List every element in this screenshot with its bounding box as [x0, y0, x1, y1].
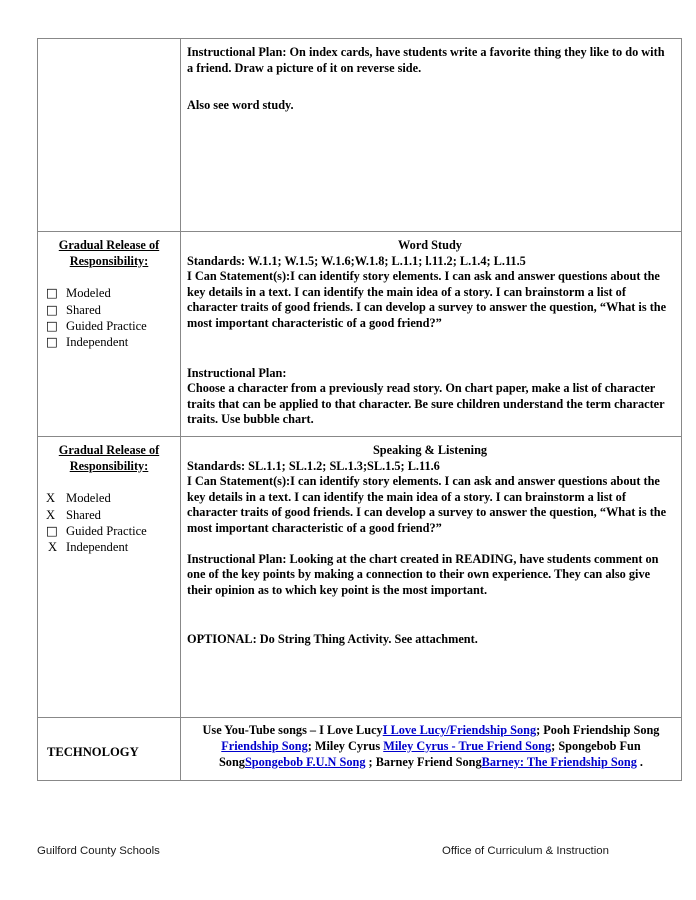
lesson-plan-table	[37, 38, 682, 781]
grr-title-line2: Responsibility:	[69, 253, 149, 268]
tech-text-segment: .	[636, 754, 644, 769]
checklist-item-modeled[interactable]	[44, 285, 174, 301]
word-study-left-cell	[38, 232, 181, 437]
link-spongebob-fun-song[interactable]: Spongebob F.U.N Song	[244, 754, 366, 769]
word-study-right-cell	[181, 232, 682, 437]
checkbox-icon[interactable]: □	[46, 285, 58, 301]
standards-line: Standards: W.1.1; W.1.5; W.1.6;W.1.8; L.1.1; l.11.2; L.1.4; L.11.5	[187, 253, 526, 268]
empty-cell	[38, 39, 180, 231]
checklist-label: Modeled	[66, 286, 111, 301]
link-miley-cyrus-true-friend-song[interactable]: Miley Cyrus - True Friend Song	[383, 738, 552, 753]
footer-office: Office of Curriculum & Instruction	[442, 845, 609, 857]
checklist-item-guided-practice[interactable]	[44, 318, 174, 334]
checklist-label: Guided Practice	[66, 523, 147, 538]
table-row	[38, 717, 682, 780]
technology-links-paragraph	[181, 718, 681, 780]
optional-activity-text: OPTIONAL: Do String Thing Activity. See attachment.	[187, 632, 478, 647]
paragraph-spacer	[187, 76, 673, 98]
link-pooh-friendship-song[interactable]: Friendship Song	[221, 738, 308, 753]
checklist-item-independent[interactable]	[44, 334, 174, 350]
section-heading-speaking-listening: Speaking & Listening	[372, 442, 488, 457]
tech-text-segment: Use You-Tube songs – I Love Lucy	[202, 722, 383, 737]
checkbox-icon[interactable]: □	[46, 522, 58, 538]
tech-text-segment: ; Spongebob Fun Song	[218, 738, 641, 769]
also-see-word-study-text: Also see word study.	[187, 98, 294, 113]
checklist-item-guided-practice[interactable]	[44, 523, 174, 539]
gradual-release-title	[44, 238, 174, 269]
technology-label: TECHNOLOGY	[47, 744, 139, 759]
gradual-release-checklist	[44, 285, 174, 351]
checkbox-icon[interactable]: □	[46, 318, 58, 333]
technology-right-cell	[181, 717, 682, 780]
link-barney-friendship-song[interactable]: Barney: The Friendship Song	[481, 754, 637, 769]
instructional-plan-body: Instructional Plan: Looking at the chart created in READING, have students comment on one of the key points by making a connection to their own experience. They can also give their opinion as to which key point is the most important.	[187, 551, 659, 597]
checklist-item-shared[interactable]	[44, 302, 174, 318]
speaking-listening-right-cell	[181, 436, 682, 717]
table-row	[38, 232, 682, 437]
paragraph-spacer	[187, 332, 673, 366]
check-mark-icon[interactable]: X	[46, 507, 56, 522]
row-reading-left-cell	[38, 39, 181, 232]
checklist-item-independent[interactable]	[44, 539, 174, 555]
checkbox-icon[interactable]: □	[46, 334, 58, 350]
checklist-label: Independent	[66, 335, 129, 350]
instructional-plan-text: Instructional Plan: On index cards, have students write a favorite thing they like to do with a friend. Draw a picture of it on reverse side.	[187, 45, 665, 75]
grr-title-line2: Responsibility:	[69, 458, 149, 473]
checklist-label: Modeled	[66, 491, 111, 506]
gradual-release-title	[44, 443, 174, 474]
check-mark-icon[interactable]: X	[46, 491, 56, 506]
check-mark-icon[interactable]: X	[48, 540, 58, 555]
paragraph-spacer	[187, 537, 673, 552]
table-row	[38, 39, 682, 232]
section-heading-word-study: Word Study	[398, 238, 462, 252]
table-row	[38, 436, 682, 717]
speaking-listening-left-cell	[38, 436, 181, 717]
checklist-label: Guided Practice	[66, 319, 147, 333]
checklist-label: Shared	[66, 507, 101, 522]
checkbox-icon[interactable]: □	[46, 301, 58, 317]
grr-title-line1: Gradual Release of	[58, 238, 160, 252]
tech-text-segment: ; Miley Cyrus	[307, 738, 384, 753]
gradual-release-checklist	[44, 490, 174, 556]
tech-text-segment: ; Pooh Friendship Song	[536, 722, 660, 737]
technology-left-cell	[38, 717, 181, 780]
instructional-plan-label: Instructional Plan:	[187, 365, 287, 380]
instructional-plan-body: Choose a character from a previously read story. On chart paper, make a list of character traits that can be applied to that character. Be sure children understand the term character traits. Use bubble chart.	[187, 381, 665, 427]
row-reading-right-cell	[181, 39, 682, 232]
i-can-statements: I Can Statement(s):I can identify story elements. I can ask and answer questions about the key details in a text. I can identify the main idea of a story. I can brainstorm a list of character traits of good friends. I can develop a survey to answer the question, “What is the most important characteristic of a good friend?”	[187, 269, 667, 330]
checklist-label: Shared	[66, 302, 101, 317]
link-i-love-lucy-friendship-song[interactable]: I Love Lucy/Friendship Song	[382, 722, 537, 737]
checklist-item-modeled[interactable]	[44, 490, 174, 506]
grr-title-line1: Gradual Release of	[58, 442, 160, 457]
checklist-label: Independent	[66, 540, 129, 555]
i-can-statements: I Can Statement(s):I can identify story elements. I can ask and answer questions about the key details in a text. I can identify the main idea of a story. I can brainstorm a list of character traits of good friends. I can develop a survey to answer the question, “What is the most important characteristic of a good friend?”	[187, 474, 667, 535]
standards-line: Standards: SL.1.1; SL.1.2; SL.1.3;SL.1.5; L.11.6	[187, 458, 440, 473]
tech-text-segment: ; Barney Friend Song	[365, 754, 482, 769]
checklist-item-shared[interactable]	[44, 507, 174, 523]
paragraph-spacer	[187, 598, 673, 632]
footer-organization: Guilford County Schools	[37, 845, 160, 857]
